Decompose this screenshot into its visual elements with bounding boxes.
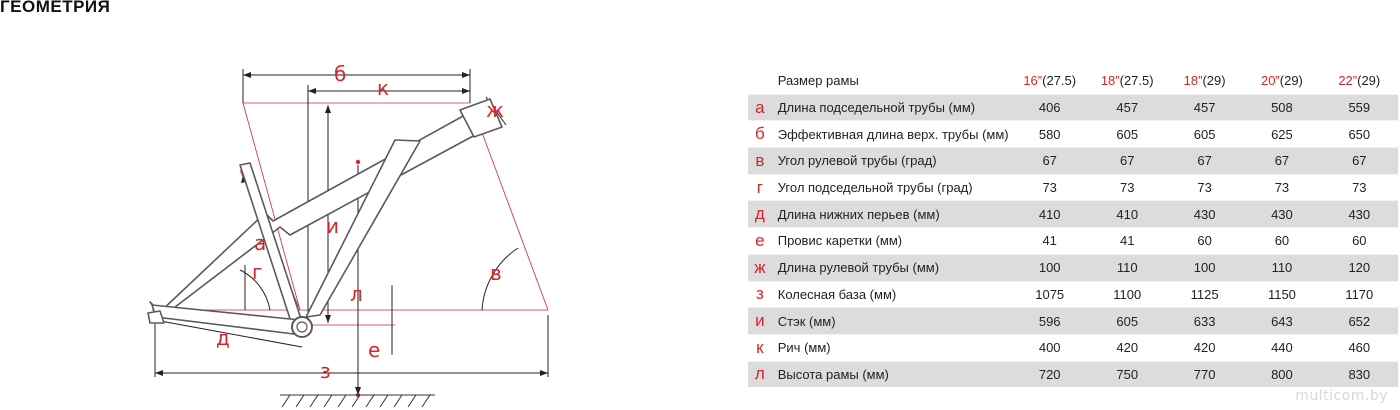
table-row xyxy=(748,281,1398,308)
row-value: 420 xyxy=(1116,340,1139,356)
dim-label-k: к xyxy=(377,76,390,100)
row-param: Длина рулевой трубы (мм) xyxy=(777,260,940,276)
table-row xyxy=(748,334,1398,361)
row-value: 460 xyxy=(1348,340,1371,356)
row-value: 770 xyxy=(1193,366,1216,382)
row-value: 508 xyxy=(1271,100,1293,116)
row-value: 67 xyxy=(1197,153,1212,169)
row-value: 430 xyxy=(1348,206,1371,222)
dim-label-zh: ж xyxy=(486,98,505,122)
row-value: 100 xyxy=(1038,260,1061,276)
row-value: 652 xyxy=(1348,313,1371,329)
row-letter: к xyxy=(756,337,764,357)
row-param: Провис каретки (мм) xyxy=(777,233,903,249)
row-value: 41 xyxy=(1119,233,1135,249)
row-value: 605 xyxy=(1116,313,1139,329)
row-value: 720 xyxy=(1038,366,1061,382)
table-row xyxy=(748,94,1398,121)
dim-label-z: з xyxy=(320,359,331,383)
row-value: 410 xyxy=(1038,206,1061,222)
table-row xyxy=(748,254,1398,281)
geometry-diagram xyxy=(130,55,570,410)
row-value: 430 xyxy=(1271,206,1293,222)
row-value: 633 xyxy=(1193,313,1216,329)
row-value: 41 xyxy=(1042,233,1057,249)
row-value: 605 xyxy=(1193,126,1216,142)
row-value: 596 xyxy=(1038,313,1061,329)
row-value: 625 xyxy=(1271,126,1293,142)
row-letter: в xyxy=(755,150,765,170)
row-value: 440 xyxy=(1271,340,1293,356)
row-letter: и xyxy=(755,311,765,331)
row-value: 73 xyxy=(1274,180,1290,196)
row-value: 120 xyxy=(1348,260,1371,276)
watermark: multicom.by xyxy=(1295,388,1388,404)
row-letter: е xyxy=(755,230,765,250)
row-letter: а xyxy=(755,97,765,117)
row-value: 60 xyxy=(1274,233,1290,249)
row-value: 643 xyxy=(1271,313,1293,329)
row-letter: г xyxy=(756,177,763,197)
dim-label-b: б xyxy=(334,62,347,86)
row-param: Рич (мм) xyxy=(777,340,831,356)
table-row xyxy=(748,308,1398,335)
row-value: 605 xyxy=(1116,126,1139,142)
row-letter: б xyxy=(755,124,765,144)
row-value: 400 xyxy=(1038,340,1061,356)
row-value: 67 xyxy=(1119,153,1135,169)
row-param: Высота рамы (мм) xyxy=(777,366,889,382)
frame-size-header: Размер рамы xyxy=(777,73,859,89)
row-value: 60 xyxy=(1352,233,1367,249)
row-value: 67 xyxy=(1352,153,1367,169)
table-row xyxy=(748,148,1398,175)
table-row xyxy=(748,174,1398,201)
row-param: Эффективная длина верх. трубы (мм) xyxy=(777,126,1009,142)
table-row xyxy=(748,201,1398,228)
row-param: Колесная база (мм) xyxy=(777,286,897,302)
table-header-row xyxy=(748,68,1398,94)
row-value: 73 xyxy=(1042,180,1057,196)
page-title: ГЕОМЕТРИЯ xyxy=(0,0,111,16)
row-param: Стэк (мм) xyxy=(777,313,836,329)
row-letter: д xyxy=(754,204,765,224)
row-value: 1125 xyxy=(1190,286,1219,302)
row-param: Угол подседельной трубы (град) xyxy=(777,180,973,196)
dim-label-v: в xyxy=(490,261,502,285)
row-value: 1100 xyxy=(1113,286,1142,302)
row-letter: з xyxy=(755,284,764,304)
row-letter: л xyxy=(754,364,765,384)
row-param: Длина подседельной трубы (мм) xyxy=(777,100,976,116)
row-value: 650 xyxy=(1348,126,1371,142)
row-value: 1075 xyxy=(1035,286,1065,302)
dim-label-d: д xyxy=(216,326,230,350)
size-header-16-27: 16”(27.5) xyxy=(1023,73,1077,89)
row-value: 457 xyxy=(1193,100,1216,116)
row-value: 73 xyxy=(1197,180,1212,196)
dim-label-e: е xyxy=(368,338,381,362)
geometry-table xyxy=(748,68,1398,387)
row-param: Угол рулевой трубы (град) xyxy=(777,153,937,169)
dim-label-l: л xyxy=(350,282,363,306)
row-value: 410 xyxy=(1116,206,1139,222)
size-header-20-29: 20”(29) xyxy=(1260,73,1303,89)
size-header-18-29: 18”(29) xyxy=(1183,73,1226,89)
row-value: 110 xyxy=(1271,260,1293,276)
row-value: 406 xyxy=(1038,100,1061,116)
row-value: 430 xyxy=(1193,206,1216,222)
row-value: 457 xyxy=(1116,100,1139,116)
size-header-22-29: 22”(29) xyxy=(1338,73,1381,89)
row-value: 67 xyxy=(1042,153,1057,169)
row-value: 800 xyxy=(1271,366,1293,382)
row-value: 60 xyxy=(1197,233,1212,249)
row-value: 750 xyxy=(1116,366,1139,382)
size-header-18-27: 18”(27.5) xyxy=(1100,73,1154,89)
row-value: 67 xyxy=(1274,153,1290,169)
row-value: 100 xyxy=(1193,260,1216,276)
table-row xyxy=(748,361,1398,387)
row-letter: ж xyxy=(754,257,766,277)
row-value: 559 xyxy=(1348,100,1371,116)
dim-label-g: г xyxy=(252,260,263,284)
row-value: 1150 xyxy=(1267,286,1296,302)
row-value: 110 xyxy=(1116,260,1138,276)
row-value: 1170 xyxy=(1345,286,1374,302)
table-row xyxy=(748,121,1398,148)
row-value: 420 xyxy=(1193,340,1216,356)
table-row xyxy=(748,228,1398,255)
dim-label-a: а xyxy=(254,231,267,255)
row-value: 73 xyxy=(1119,180,1135,196)
row-param: Длина нижних перьев (мм) xyxy=(777,206,940,222)
row-value: 73 xyxy=(1352,180,1367,196)
dim-label-i: и xyxy=(326,214,339,238)
row-value: 830 xyxy=(1348,366,1371,382)
row-value: 580 xyxy=(1038,126,1061,142)
